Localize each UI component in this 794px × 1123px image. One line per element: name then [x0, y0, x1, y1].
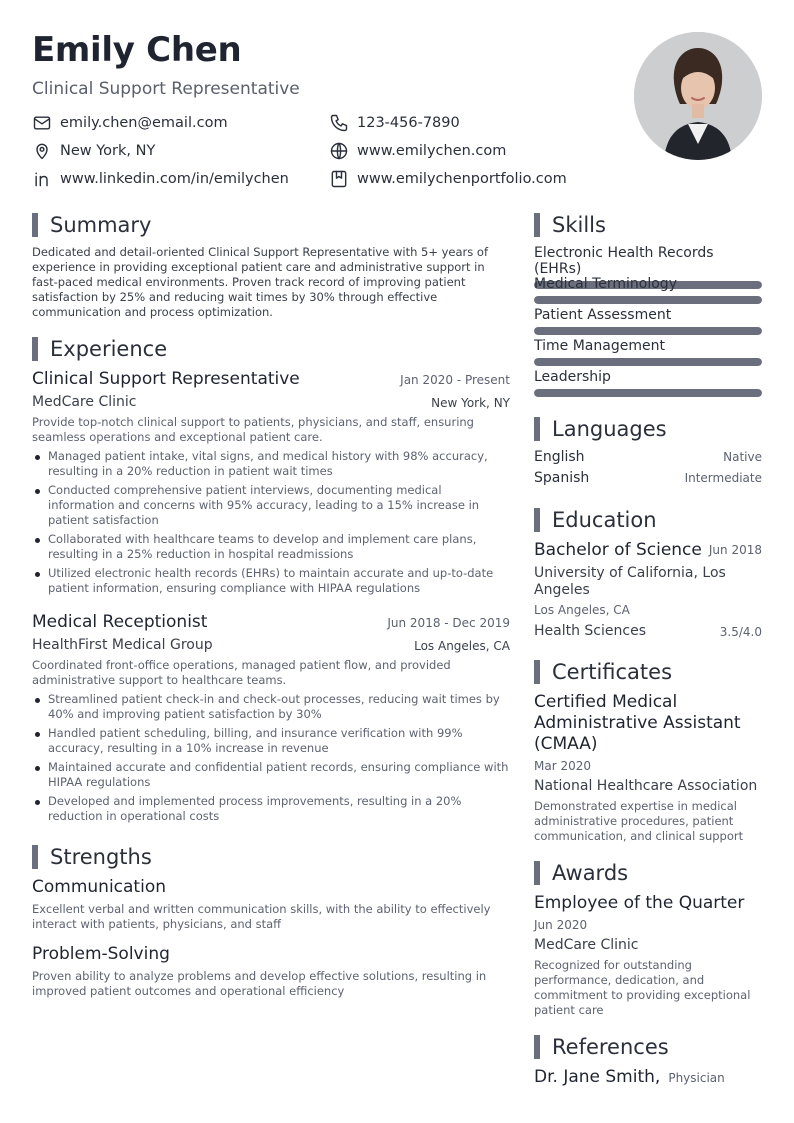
section-accent-bar	[534, 660, 540, 684]
strength-title: Communication	[32, 877, 166, 897]
skill-name: Electronic Health Records (EHRs)	[534, 245, 714, 277]
certificates-heading-text: Certificates	[552, 660, 673, 684]
skill-level-bar	[534, 358, 762, 366]
language-row	[534, 470, 762, 486]
section-accent-bar	[534, 417, 540, 441]
skills-heading	[534, 212, 606, 238]
linkedin-icon	[32, 169, 52, 189]
contact-location	[32, 140, 155, 162]
contact-location-text: New York, NY	[60, 143, 156, 159]
strength-text: Proven ability to analyze problems and develop effective solutions, resulting in improved patient outcomes and operational efficiency	[32, 969, 487, 998]
mail-icon	[32, 113, 52, 133]
education-heading	[534, 507, 657, 533]
skill-name: Medical Terminology	[534, 276, 677, 292]
skill-level-fill	[534, 327, 762, 335]
list-item: Handled patient scheduling, billing, and insurance verification with 99% accuracy, resulting in a 10% increase in revenue	[32, 726, 510, 756]
reference-role: Physician	[668, 1071, 725, 1085]
summary-text: Dedicated and detail-oriented Clinical Support Representative with 5+ years of experience in providing exceptional patient care and administrative support in fast-paced medical environments. Proven track record of improving patient satisfaction by 25% and reducing wait times by 30% through effective communication and process optimization.	[32, 245, 489, 319]
contact-phone[interactable]	[329, 112, 460, 134]
awards-heading	[534, 860, 628, 886]
section-accent-bar	[534, 1035, 540, 1059]
skill-item	[534, 369, 762, 397]
reference-name: Dr. Jane Smith,	[534, 1067, 661, 1087]
contact-portfolio[interactable]	[329, 168, 567, 190]
certificates-heading	[534, 659, 672, 685]
experience-job-2	[32, 612, 510, 832]
experience-heading	[32, 336, 167, 362]
certificate-title: Certified Medical Administrative Assistant (CMAA)	[534, 692, 741, 754]
language-level: Native	[723, 450, 762, 464]
job-dates: Jun 2018 - Dec 2019	[387, 616, 510, 630]
contact-email-text: emily.chen@email.com	[60, 115, 228, 131]
award-title: Employee of the Quarter	[534, 893, 745, 913]
list-item: Managed patient intake, vital signs, and medical history with 98% accuracy, resulting in a 20% reduction in patient wait times	[32, 449, 510, 479]
references-heading	[534, 1034, 669, 1060]
skill-item	[534, 338, 762, 366]
avatar	[634, 32, 762, 160]
experience-heading-text: Experience	[50, 337, 168, 361]
section-accent-bar	[534, 861, 540, 885]
language-name: Spanish	[534, 470, 590, 486]
skill-level-fill	[534, 358, 762, 366]
section-accent-bar	[32, 337, 38, 361]
job-description: Coordinated front-office operations, managed patient flow, and provided administrative support to healthcare teams.	[32, 658, 451, 687]
certificate-issuer: National Healthcare Association	[534, 778, 758, 794]
skill-level-fill	[534, 296, 762, 304]
contact-website-text: www.emilychen.com	[357, 143, 507, 159]
contact-email[interactable]	[32, 112, 228, 134]
location-pin-icon	[32, 141, 52, 161]
list-item: Streamlined patient check-in and check-out processes, reducing wait times by 40% and improving patient satisfaction by 30%	[32, 692, 510, 722]
education-date: Jun 2018	[708, 543, 762, 557]
languages-list	[534, 449, 762, 493]
language-name: English	[534, 449, 585, 465]
contact-portfolio-text: www.emilychenportfolio.com	[357, 171, 567, 187]
strength-text: Excellent verbal and written communication skills, with the ability to effectively interact with patients, physicians, and staff	[32, 902, 491, 931]
language-row	[534, 449, 762, 465]
references-heading-text: References	[552, 1035, 669, 1059]
list-item: Collaborated with healthcare teams to develop and implement care plans, resulting in a 25% reduction in hospital readmissions	[32, 532, 510, 562]
languages-heading	[534, 416, 667, 442]
education-gpa: 3.5/4.0	[719, 625, 762, 639]
job-company: MedCare Clinic	[32, 394, 137, 410]
strengths-heading-text: Strengths	[50, 845, 152, 869]
job-title: Clinical Support Representative	[32, 369, 300, 389]
award-date: Jun 2020	[534, 918, 588, 932]
contact-website[interactable]	[329, 140, 506, 162]
language-level: Intermediate	[684, 471, 762, 485]
skills-heading-text: Skills	[552, 213, 606, 237]
job-location: Los Angeles, CA	[414, 639, 510, 653]
reference-entry	[534, 1067, 762, 1087]
phone-icon	[329, 113, 349, 133]
candidate-name: Emily Chen	[32, 30, 242, 70]
bookmark-icon	[329, 169, 349, 189]
education-location: Los Angeles, CA	[534, 603, 630, 617]
list-item: Utilized electronic health records (EHRs) to maintain accurate and up-to-date patient information, ensuring compliance with HIPAA regulations	[32, 566, 510, 596]
skill-item	[534, 276, 762, 304]
education-field: Health Sciences	[534, 623, 646, 639]
list-item: Conducted comprehensive patient interviews, documenting medical information and concerns with 95% accuracy, leading to a 15% increase in patient satisfaction	[32, 483, 510, 528]
strength-title: Problem-Solving	[32, 944, 170, 964]
award-issuer: MedCare Clinic	[534, 937, 639, 953]
skill-level-bar	[534, 296, 762, 304]
strengths-heading	[32, 844, 152, 870]
certificate-description: Demonstrated expertise in medical administrative procedures, patient communication, and clinical support	[534, 799, 744, 843]
summary-heading	[32, 212, 151, 238]
job-description: Provide top-notch clinical support to patients, physicians, and staff, ensuring seamless operations and exceptional patient care.	[32, 415, 474, 444]
award-description: Recognized for outstanding performance, dedication, and commitment to providing exceptional patient care	[534, 958, 751, 1017]
skill-name: Leadership	[534, 369, 611, 385]
globe-icon	[329, 141, 349, 161]
section-accent-bar	[32, 845, 38, 869]
skill-level-bar	[534, 389, 762, 397]
skill-level-bar	[534, 327, 762, 335]
contact-linkedin[interactable]	[32, 168, 289, 190]
job-location: New York, NY	[431, 396, 510, 410]
job-company: HealthFirst Medical Group	[32, 637, 213, 653]
education-school: University of California, Los Angeles	[534, 565, 726, 598]
job-title: Medical Receptionist	[32, 612, 208, 632]
contact-linkedin-text: www.linkedin.com/in/emilychen	[60, 171, 289, 187]
skill-level-fill	[534, 389, 762, 397]
skills-list	[534, 245, 762, 405]
candidate-title: Clinical Support Representative	[32, 79, 300, 99]
skill-name: Patient Assessment	[534, 307, 672, 323]
education-entry	[534, 540, 762, 645]
section-accent-bar	[534, 508, 540, 532]
profile-photo-icon	[634, 32, 762, 160]
contact-phone-text: 123-456-7890	[357, 115, 460, 131]
awards-heading-text: Awards	[552, 861, 629, 885]
summary-heading-text: Summary	[50, 213, 152, 237]
education-degree: Bachelor of Science	[534, 540, 702, 560]
education-heading-text: Education	[552, 508, 657, 532]
skill-name: Time Management	[534, 338, 665, 354]
job-dates: Jan 2020 - Present	[400, 373, 510, 387]
list-item: Maintained accurate and confidential patient records, ensuring compliance with HIPAA regulations	[32, 760, 510, 790]
certificate-date: Mar 2020	[534, 759, 591, 773]
experience-job-1	[32, 369, 510, 609]
job-bullets	[32, 692, 510, 828]
section-accent-bar	[32, 213, 38, 237]
job-bullets	[32, 449, 510, 600]
list-item: Developed and implemented process improvements, resulting in a 20% reduction in operational costs	[32, 794, 510, 824]
section-accent-bar	[534, 213, 540, 237]
skill-item	[534, 307, 762, 335]
languages-heading-text: Languages	[552, 417, 667, 441]
